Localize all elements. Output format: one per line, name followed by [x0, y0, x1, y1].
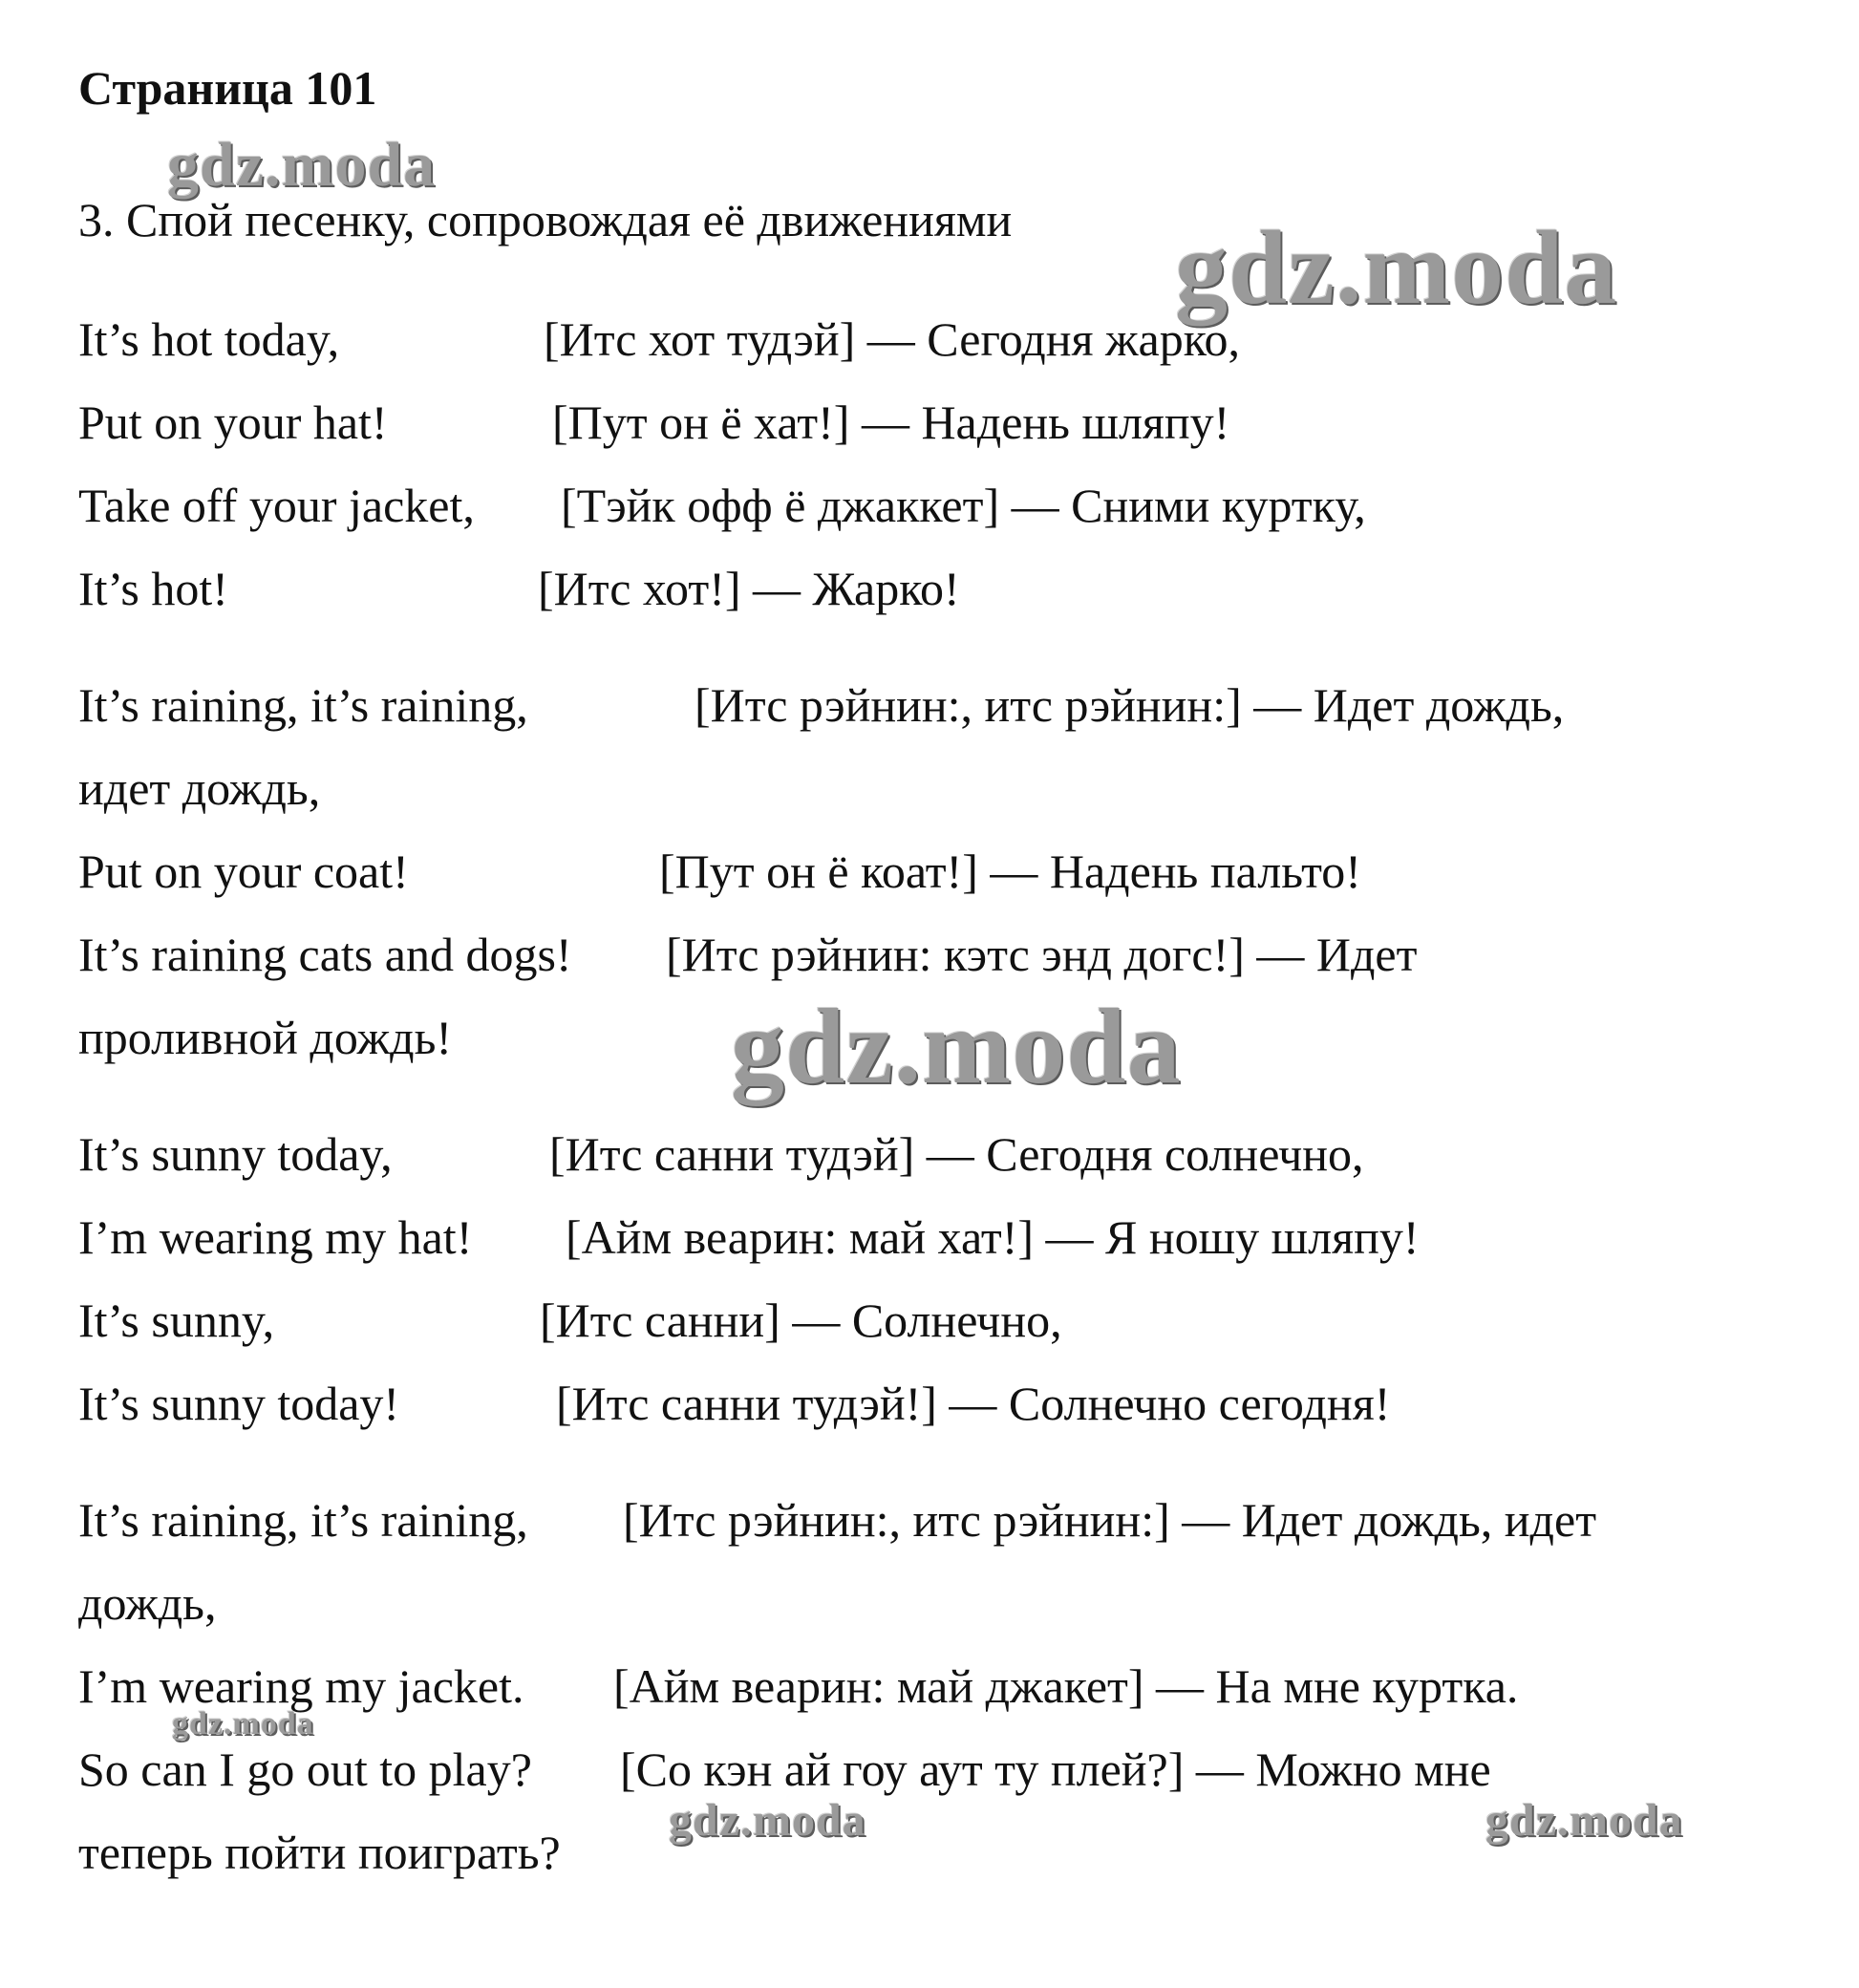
task-instruction: 3. Спой песенку, сопровождая её движениями: [78, 193, 1013, 246]
english-text: It’s raining, it’s raining,: [78, 678, 528, 732]
song-line-continuation: проливной дождь!: [78, 1011, 453, 1064]
translation-text: [Тэйк офф ё джаккет] — Сними куртку,: [561, 479, 1366, 532]
watermark: gdz.moda: [731, 988, 1182, 1106]
english-text: So can I go out to play?: [78, 1742, 532, 1796]
page-title: Страница 101: [78, 61, 377, 115]
watermark: gdz.moda: [1175, 209, 1618, 326]
english-text: I’m wearing my jacket.: [78, 1659, 524, 1713]
english-text: It’s raining, it’s raining,: [78, 1493, 528, 1547]
translation-text: [Со кэн ай гоу аут ту плей?] — Можно мне: [620, 1742, 1491, 1796]
translation-text: [Итс рэйнин: кэтс энд догс!] — Идет: [666, 928, 1418, 981]
english-text: Put on your coat!: [78, 844, 409, 898]
english-text: It’s sunny today!: [78, 1377, 400, 1430]
english-text: Put on your hat!: [78, 395, 388, 449]
translation-text: [Айм веарин: май джакет] — На мне куртка.: [613, 1659, 1519, 1713]
watermark: gdz.moda: [167, 130, 437, 200]
english-text: Take off your jacket,: [78, 479, 475, 532]
song-line-continuation: идет дождь,: [78, 761, 321, 815]
english-text: It’s sunny today,: [78, 1127, 393, 1181]
translation-text: [Итс хот тудэй] — Сегодня жарко,: [544, 312, 1240, 366]
watermark: gdz.moda: [172, 1706, 314, 1742]
translation-text: [Итс санни тудэй] — Сегодня солнечно,: [549, 1127, 1364, 1181]
translation-text: [Итс санни тудэй!] — Солнечно сегодня!: [556, 1377, 1391, 1430]
song-line-continuation: дождь,: [78, 1576, 217, 1630]
song-line-continuation: теперь пойти поиграть?: [78, 1826, 561, 1879]
translation-text: [Итс рэйнин:, итс рэйнин:] — Идет дождь,: [694, 678, 1565, 732]
watermark: gdz.moda: [669, 1795, 866, 1846]
english-text: It’s raining cats and dogs!: [78, 928, 572, 981]
translation-text: [Итс санни] — Солнечно,: [540, 1293, 1062, 1347]
english-text: It’s hot!: [78, 562, 228, 615]
english-text: I’m wearing my hat!: [78, 1210, 473, 1264]
translation-text: [Айм веарин: май хат!] — Я ношу шляпу!: [566, 1210, 1420, 1264]
translation-text: [Итс рэйнин:, итс рэйнин:] — Идет дождь, идет: [623, 1493, 1597, 1547]
watermark: gdz.moda: [1485, 1795, 1683, 1846]
english-text: It’s hot today,: [78, 312, 340, 366]
english-text: It’s sunny,: [78, 1293, 275, 1347]
translation-text: [Пут он ё коат!] — Надень пальто!: [659, 844, 1361, 898]
translation-text: [Пут он ё хат!] — Надень шляпу!: [552, 395, 1230, 449]
translation-text: [Итс хот!] — Жарко!: [538, 562, 960, 615]
